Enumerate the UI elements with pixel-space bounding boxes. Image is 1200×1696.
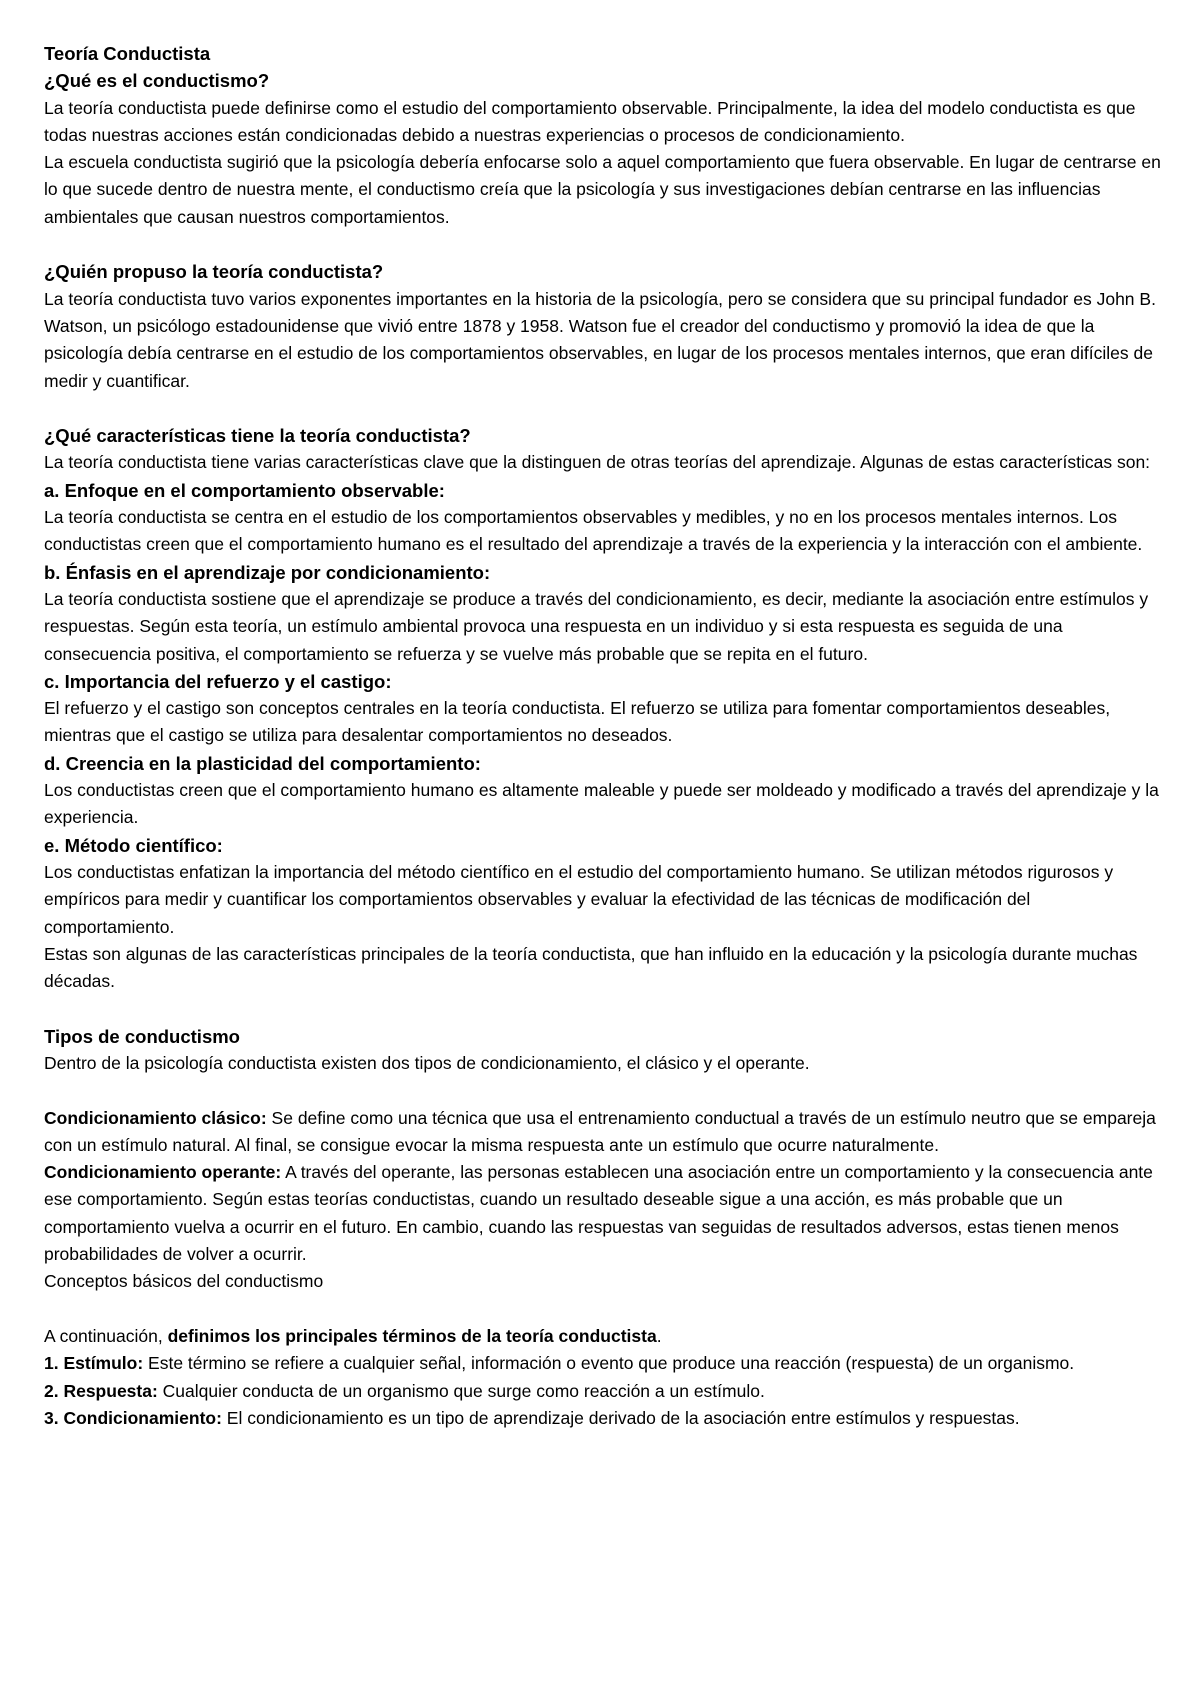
spacer bbox=[44, 231, 1164, 258]
spacer bbox=[44, 395, 1164, 422]
characteristic-text: La teoría conductista se centra en el estudio de los comportamientos observables y medibles, y no en los procesos mentales internos. Los conductistas creen que el comportamiento humano es el resultado del aprendizaje a través de la experiencia y la interacción con el ambiente. bbox=[44, 507, 1143, 555]
term-text: El condicionamiento es un tipo de aprendizaje derivado de la asociación entre estímulos y respuestas. bbox=[221, 1407, 1020, 1428]
classic-conditioning-paragraph bbox=[44, 1105, 1164, 1160]
spacer bbox=[44, 1077, 1164, 1104]
section-heading-characteristics: ¿Qué características tiene la teoría conductista? bbox=[44, 425, 471, 447]
paragraph: La teoría conductista tiene varias características clave que la distinguen de otras teorías del aprendizaje. Algunas de estas características son: bbox=[44, 452, 1151, 473]
spacer bbox=[44, 995, 1164, 1022]
section-heading-who-proposed: ¿Quién propuso la teoría conductista? bbox=[44, 261, 384, 283]
paragraph: Estas son algunas de las características principales de la teoría conductista, que han influido en la educación y la psicología durante muchas décadas. bbox=[44, 943, 1138, 992]
term-text: Cualquier conducta de un organismo que surge como reacción a un estímulo. bbox=[157, 1380, 765, 1401]
characteristic-label: c. Importancia del refuerzo y el castigo: bbox=[44, 670, 392, 692]
characteristic-text: La teoría conductista sostiene que el aprendizaje se produce a través del condicionamiento, es decir, mediante la asociación entre estímulos y respuestas. Según esta teoría, un estímulo ambiental provoca una respuesta en un individuo y si esta respuesta es seguida de una consecuencia positiva, el comportamiento se refuerza y se vuelve más probable que se repita en el futuro. bbox=[44, 588, 1149, 664]
characteristic-text: Los conductistas enfatizan la importancia del método científico en el estudio del comportamiento humano. Se utilizan métodos rigurosos y empíricos para medir y cuantificar los comportamientos observables y evaluar la efectividad de las técnicas de modificación del comportamiento. bbox=[44, 861, 1114, 937]
classic-conditioning-label: Condicionamiento clásico: bbox=[44, 1107, 267, 1128]
terms-intro-suffix: . bbox=[656, 1325, 662, 1346]
operant-conditioning-paragraph bbox=[44, 1159, 1164, 1268]
term-item bbox=[44, 1405, 1164, 1432]
concepts-line: Conceptos básicos del conductismo bbox=[44, 1271, 324, 1292]
operant-conditioning-label: Condicionamiento operante: bbox=[44, 1162, 282, 1183]
paragraph: Dentro de la psicología conductista existen dos tipos de condicionamiento, el clásico y el operante. bbox=[44, 1052, 810, 1073]
paragraph: La teoría conductista tuvo varios exponentes importantes en la historia de la psicología, pero se considera que su principal fundador es John B. Watson, un psicólogo estadounidense que vivió entre 1878 y 1958. Watson fue el creador del conductismo y promovió la idea de que la psicología debía centrarse en el estudio de los comportamientos observables, en lugar de los procesos mentales internos, que eran difíciles de medir y cuantificar. bbox=[44, 288, 1156, 391]
characteristic-text: Los conductistas creen que el comportamiento humano es altamente maleable y puede ser moldeado y modificado a través del aprendizaje y la experiencia. bbox=[44, 780, 1159, 828]
section-heading-what-is: ¿Qué es el conductismo? bbox=[44, 70, 270, 92]
term-label: 2. Respuesta: bbox=[44, 1380, 158, 1401]
spacer bbox=[44, 1296, 1164, 1323]
characteristic-label: b. Énfasis en el aprendizaje por condicionamiento: bbox=[44, 561, 491, 583]
terms-intro-prefix: A continuación, bbox=[44, 1325, 168, 1346]
terms-intro-bold: definimos los principales términos de la teoría conductista bbox=[167, 1325, 657, 1346]
term-item bbox=[44, 1350, 1164, 1377]
document-title: Teoría Conductista bbox=[44, 43, 211, 64]
term-label: 3. Condicionamiento: bbox=[44, 1407, 222, 1428]
document-page bbox=[44, 40, 1164, 1432]
section-heading-types: Tipos de conductismo bbox=[44, 1025, 240, 1047]
term-text: Este término se refiere a cualquier señal, información o evento que produce una reacción (respuesta) de un organismo. bbox=[143, 1353, 1075, 1374]
term-item bbox=[44, 1378, 1164, 1405]
characteristic-text: El refuerzo y el castigo son conceptos centrales en la teoría conductista. El refuerzo se utiliza para fomentar comportamientos deseables, mientras que el castigo se utiliza para desalentar comportamientos no deseados. bbox=[44, 698, 1111, 746]
characteristic-label: e. Método científico: bbox=[44, 834, 223, 856]
characteristic-label: a. Enfoque en el comportamiento observable: bbox=[44, 479, 445, 501]
term-label: 1. Estímulo: bbox=[44, 1353, 144, 1374]
paragraph: La escuela conductista sugirió que la psicología debería enfocarse solo a aquel comportamiento que fuera observable. En lugar de centrarse en lo que sucede dentro de nuestra mente, el conductismo creía que la psicología y sus investigaciones debían centrarse en las influencias ambientales que causan nuestros comportamientos. bbox=[44, 152, 1161, 227]
paragraph: La teoría conductista puede definirse como el estudio del comportamiento observable. Principalmente, la idea del modelo conductista es que todas nuestras acciones están condicionadas debido a nuestras experiencias o procesos de condicionamiento. bbox=[44, 97, 1136, 145]
operant-conditioning-text: A través del operante, las personas establecen una asociación entre un comportamiento y la consecuencia ante ese comportamiento. Según estas teorías conductistas, cuando un resultado deseable sigue a una acción, es más probable que un comportamiento vuelva a ocurrir en el futuro. En cambio, cuando las respuestas van seguidas de resultados adversos, estas tienen menos probabilidades de volver a ocurrir. bbox=[44, 1162, 1153, 1265]
classic-conditioning-text: Se define como una técnica que usa el entrenamiento conductual a través de un estímulo neutro que se empareja con un estímulo natural. Al final, se consigue evocar la misma respuesta ante un estímulo que ocurre naturalmente. bbox=[44, 1107, 1156, 1155]
characteristic-label: d. Creencia en la plasticidad del comportamiento: bbox=[44, 752, 481, 774]
terms-intro bbox=[44, 1323, 1164, 1350]
